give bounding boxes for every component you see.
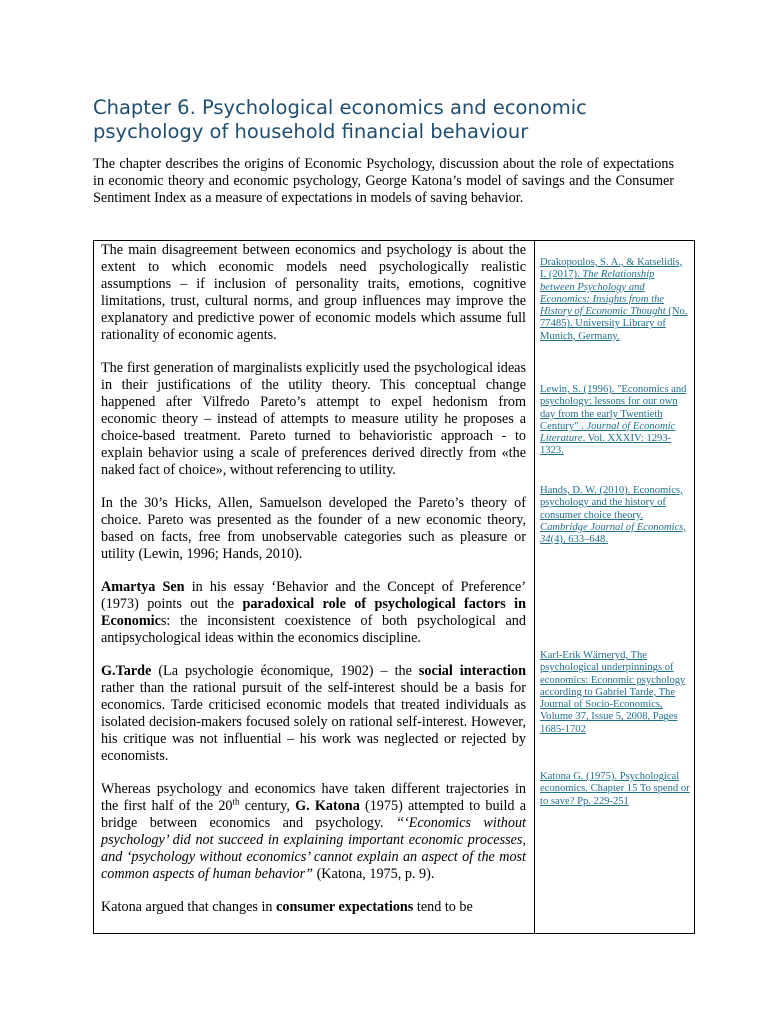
bold-text: consumer expectations: [276, 899, 414, 915]
superscript: th: [232, 796, 240, 807]
content-table: [93, 240, 695, 934]
bold-text: Amartya Sen: [101, 579, 185, 595]
paragraph-theory-of-choice: In the 30’s Hicks, Allen, Samuelson developed the Pareto’s theory of choice. Pareto was presented as the founder of a new economic theory, based on facts, free from unobservable categories such as pleasure or utility (Lewin, 1996; Hands, 2010).: [101, 495, 526, 562]
paragraph-disagreement: The main disagreement between economics and psychology is about the extent to which economic models need psychologically realistic assumptions – if inclusion of personality traits, emotions, cognitive limitations, trust, cultural norms, and group influences may improve the explanatory and predictive power of economic models which assume full rationality of economic agents.: [101, 242, 526, 343]
column-divider: [534, 241, 535, 933]
main-column: [101, 242, 526, 932]
text-span: (1975) attempted to build a bridge between economics and psychology.: [101, 798, 526, 831]
text-span: Hands, D. W. (2010). Economics, psychology and the history of consumer choice theory.: [540, 485, 683, 521]
reference-link-hands[interactable]: [540, 485, 690, 546]
text-span: s: the inconsistent coexistence of both psychological and antipsychological ideas within the economics discipline.: [101, 613, 526, 646]
text-span: tend to be: [413, 899, 473, 915]
italic-title: The Relationship between Psychology and Economics: Insights from the History of Economic Thought: [540, 269, 666, 318]
text-span: century,: [239, 798, 296, 814]
text-span: Katona argued that changes in: [101, 899, 277, 915]
italic-quote: “‘Economics without psychology’ did not succeed in explaining important economic processes, and ‘psychology without economics’ cannot explain an aspect of the most common aspects of human behavior”: [101, 815, 526, 882]
reference-link-lewin[interactable]: [540, 384, 690, 458]
text-span: (No. 77485). University Library of Munich, Germany.: [540, 306, 688, 342]
bold-text: G.Tarde: [101, 663, 152, 679]
text-span: in his essay ‘Behavior and the Concept of Preference’ (1973) points out the: [101, 579, 526, 612]
italic-title: Cambridge Journal of Economics, 34: [540, 521, 686, 546]
page-title: Chapter 6. Psychological economics and economic psychology of household financial behaviour: [93, 96, 587, 143]
text-span: (La psychologie économique, 1902) – the: [151, 663, 419, 679]
paragraph-tarde: [101, 663, 526, 765]
text-span: Drakopoulos, S. A., & Katselidis, I. (2017).: [540, 257, 683, 281]
text-span: . Vol. XXXIV: 1293-1323.: [540, 433, 672, 457]
reference-link-drakopoulos[interactable]: [540, 257, 690, 343]
text-span: Lewin, S. (1996). "Economics and psychology: lessons for our own day from the early Twentieth Century" .: [540, 384, 687, 432]
italic-title: Journal of Economic Literature: [540, 420, 676, 445]
chapter-intro: The chapter describes the origins of Economic Psychology, discussion about the role of expectations in economic theory and economic psychology, George Katona’s model of savings and the Consumer Sentiment Index as a measure of expectations in models of saving behavior.: [93, 156, 674, 206]
text-span: Whereas psychology and economics have taken different trajectories in the first half of the 20: [101, 781, 526, 814]
reference-link-warneryd[interactable]: Karl-Erik Wärneryd, The psychological underpinnings of economics: Economic psychology according to Gabriel Tarde, The Journal of Socio-Economics, Volume 37, Issue 5, 2008, Pages 1685-1702: [540, 650, 686, 735]
bold-text: G. Katona: [295, 798, 360, 814]
bold-text: social interaction: [418, 663, 526, 679]
text-span: (Katona, 1975, p. 9).: [313, 866, 435, 882]
text-span: (4), 633–648.: [550, 534, 608, 546]
reference-link-katona[interactable]: Katona G. (1975). Psychological economics. Chapter 15 To spend or to save? Pp. 229-251: [540, 771, 690, 807]
paragraph-amartya-sen: [101, 579, 526, 647]
bold-text: paradoxical role of psychological factors in Economic: [101, 596, 526, 629]
text-span: rather than the rational pursuit of the self-interest should be a basis for economics. Tarde criticised economic models that treated individuals as isolated decision-makers focused solely on rational self-interest. However, his critique was not influential – his work was neglected or rejected by economists.: [101, 680, 526, 764]
paragraph-expectations: [101, 899, 526, 916]
paragraph-katona: [101, 781, 526, 883]
paragraph-marginalists: The first generation of marginalists explicitly used the psychological ideas in their justifications of the utility theory. This conceptual change happened after Vilfredo Pareto’s attempt to expel hedonism from economic theory – instead of attempts to measure utility he proposes a choice-based treatment. Pareto turned to behavioristic approach - to explain behavior using a scale of preferences derived directly from «the naked fact of choice», without referencing to utility.: [101, 360, 526, 478]
